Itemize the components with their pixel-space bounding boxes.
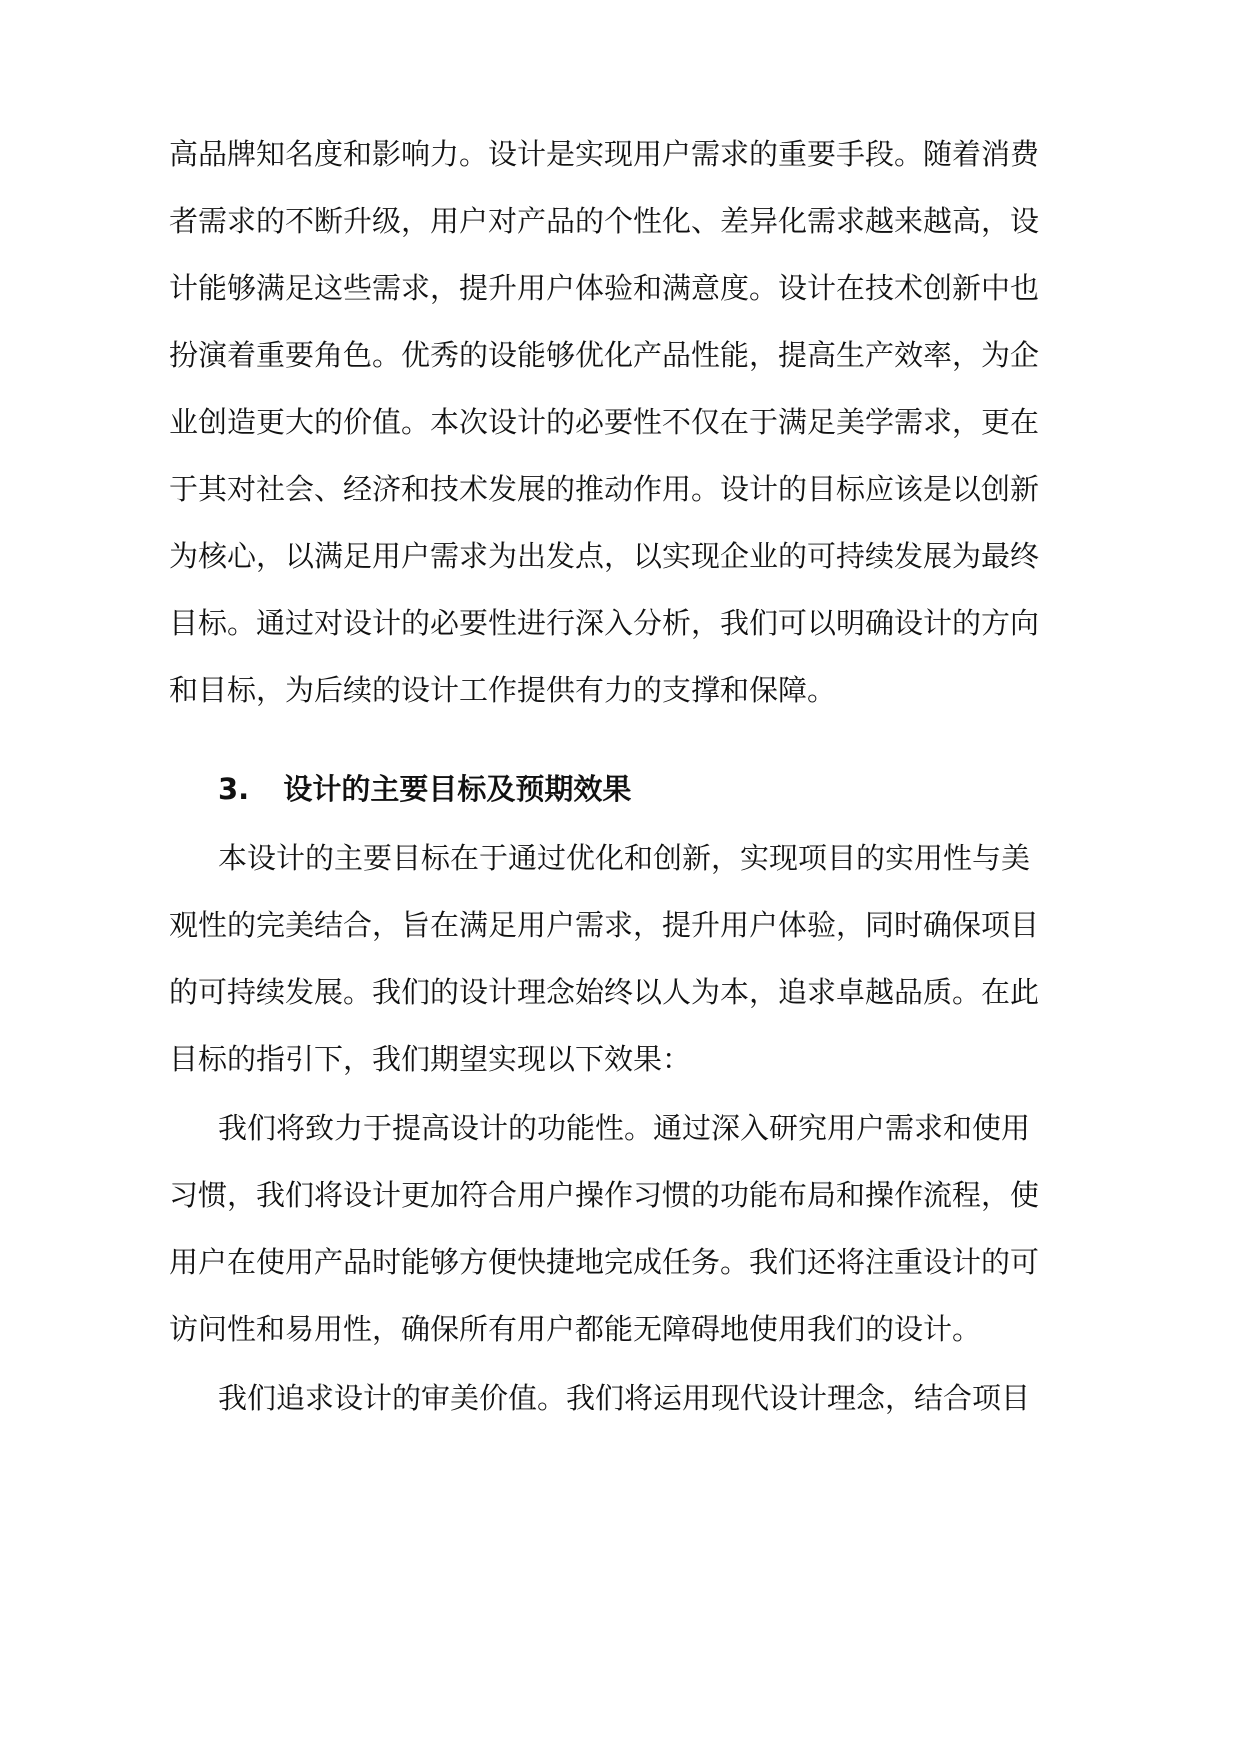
text-line: 的可持续发展。我们的设计理念始终以人为本，追求卓越品质。在此: [169, 975, 1040, 1009]
text-line: 计能够满足这些需求，提升用户体验和满意度。设计在技术创新中也: [169, 271, 1040, 305]
text-line: 用户在使用产品时能够方便快捷地完成任务。我们还将注重设计的可: [169, 1245, 1040, 1279]
text-line: 观性的完美结合，旨在满足用户需求，提升用户体验，同时确保项目: [169, 908, 1040, 942]
text-line: 于其对社会、经济和技术发展的推动作用。设计的目标应该是以创新: [169, 472, 1040, 506]
text-line: 和目标，为后续的设计工作提供有力的支撑和保障。: [169, 673, 837, 707]
text-line: 者需求的不断升级，用户对产品的个性化、差异化需求越来越高，设: [169, 204, 1040, 238]
text-line: 业创造更大的价值。本次设计的必要性不仅在于满足美学需求，更在: [169, 405, 1040, 439]
section-title: 设计的主要目标及预期效果: [283, 772, 632, 806]
section-number: 3.: [218, 772, 250, 806]
text-line: 习惯，我们将设计更加符合用户操作习惯的功能布局和操作流程，使: [169, 1178, 1040, 1212]
text-line: 为核心，以满足用户需求为出发点，以实现企业的可持续发展为最终: [169, 539, 1040, 573]
text-line: 目标的指引下，我们期望实现以下效果：: [169, 1042, 692, 1076]
text-line: 本设计的主要目标在于通过优化和创新，实现项目的实用性与美: [218, 841, 1031, 875]
section-heading: [218, 769, 631, 809]
text-line: 目标。通过对设计的必要性进行深入分析，我们可以明确设计的方向: [169, 606, 1040, 640]
text-line: 扮演着重要角色。优秀的设能够优化产品性能，提高生产效率，为企: [169, 338, 1040, 372]
text-line: 我们追求设计的审美价值。我们将运用现代设计理念，结合项目: [218, 1381, 1031, 1415]
text-line: 我们将致力于提高设计的功能性。通过深入研究用户需求和使用: [218, 1111, 1031, 1145]
text-line: 高品牌知名度和影响力。设计是实现用户需求的重要手段。随着消费: [169, 137, 1040, 171]
text-line: 访问性和易用性，确保所有用户都能无障碍地使用我们的设计。: [169, 1312, 982, 1346]
